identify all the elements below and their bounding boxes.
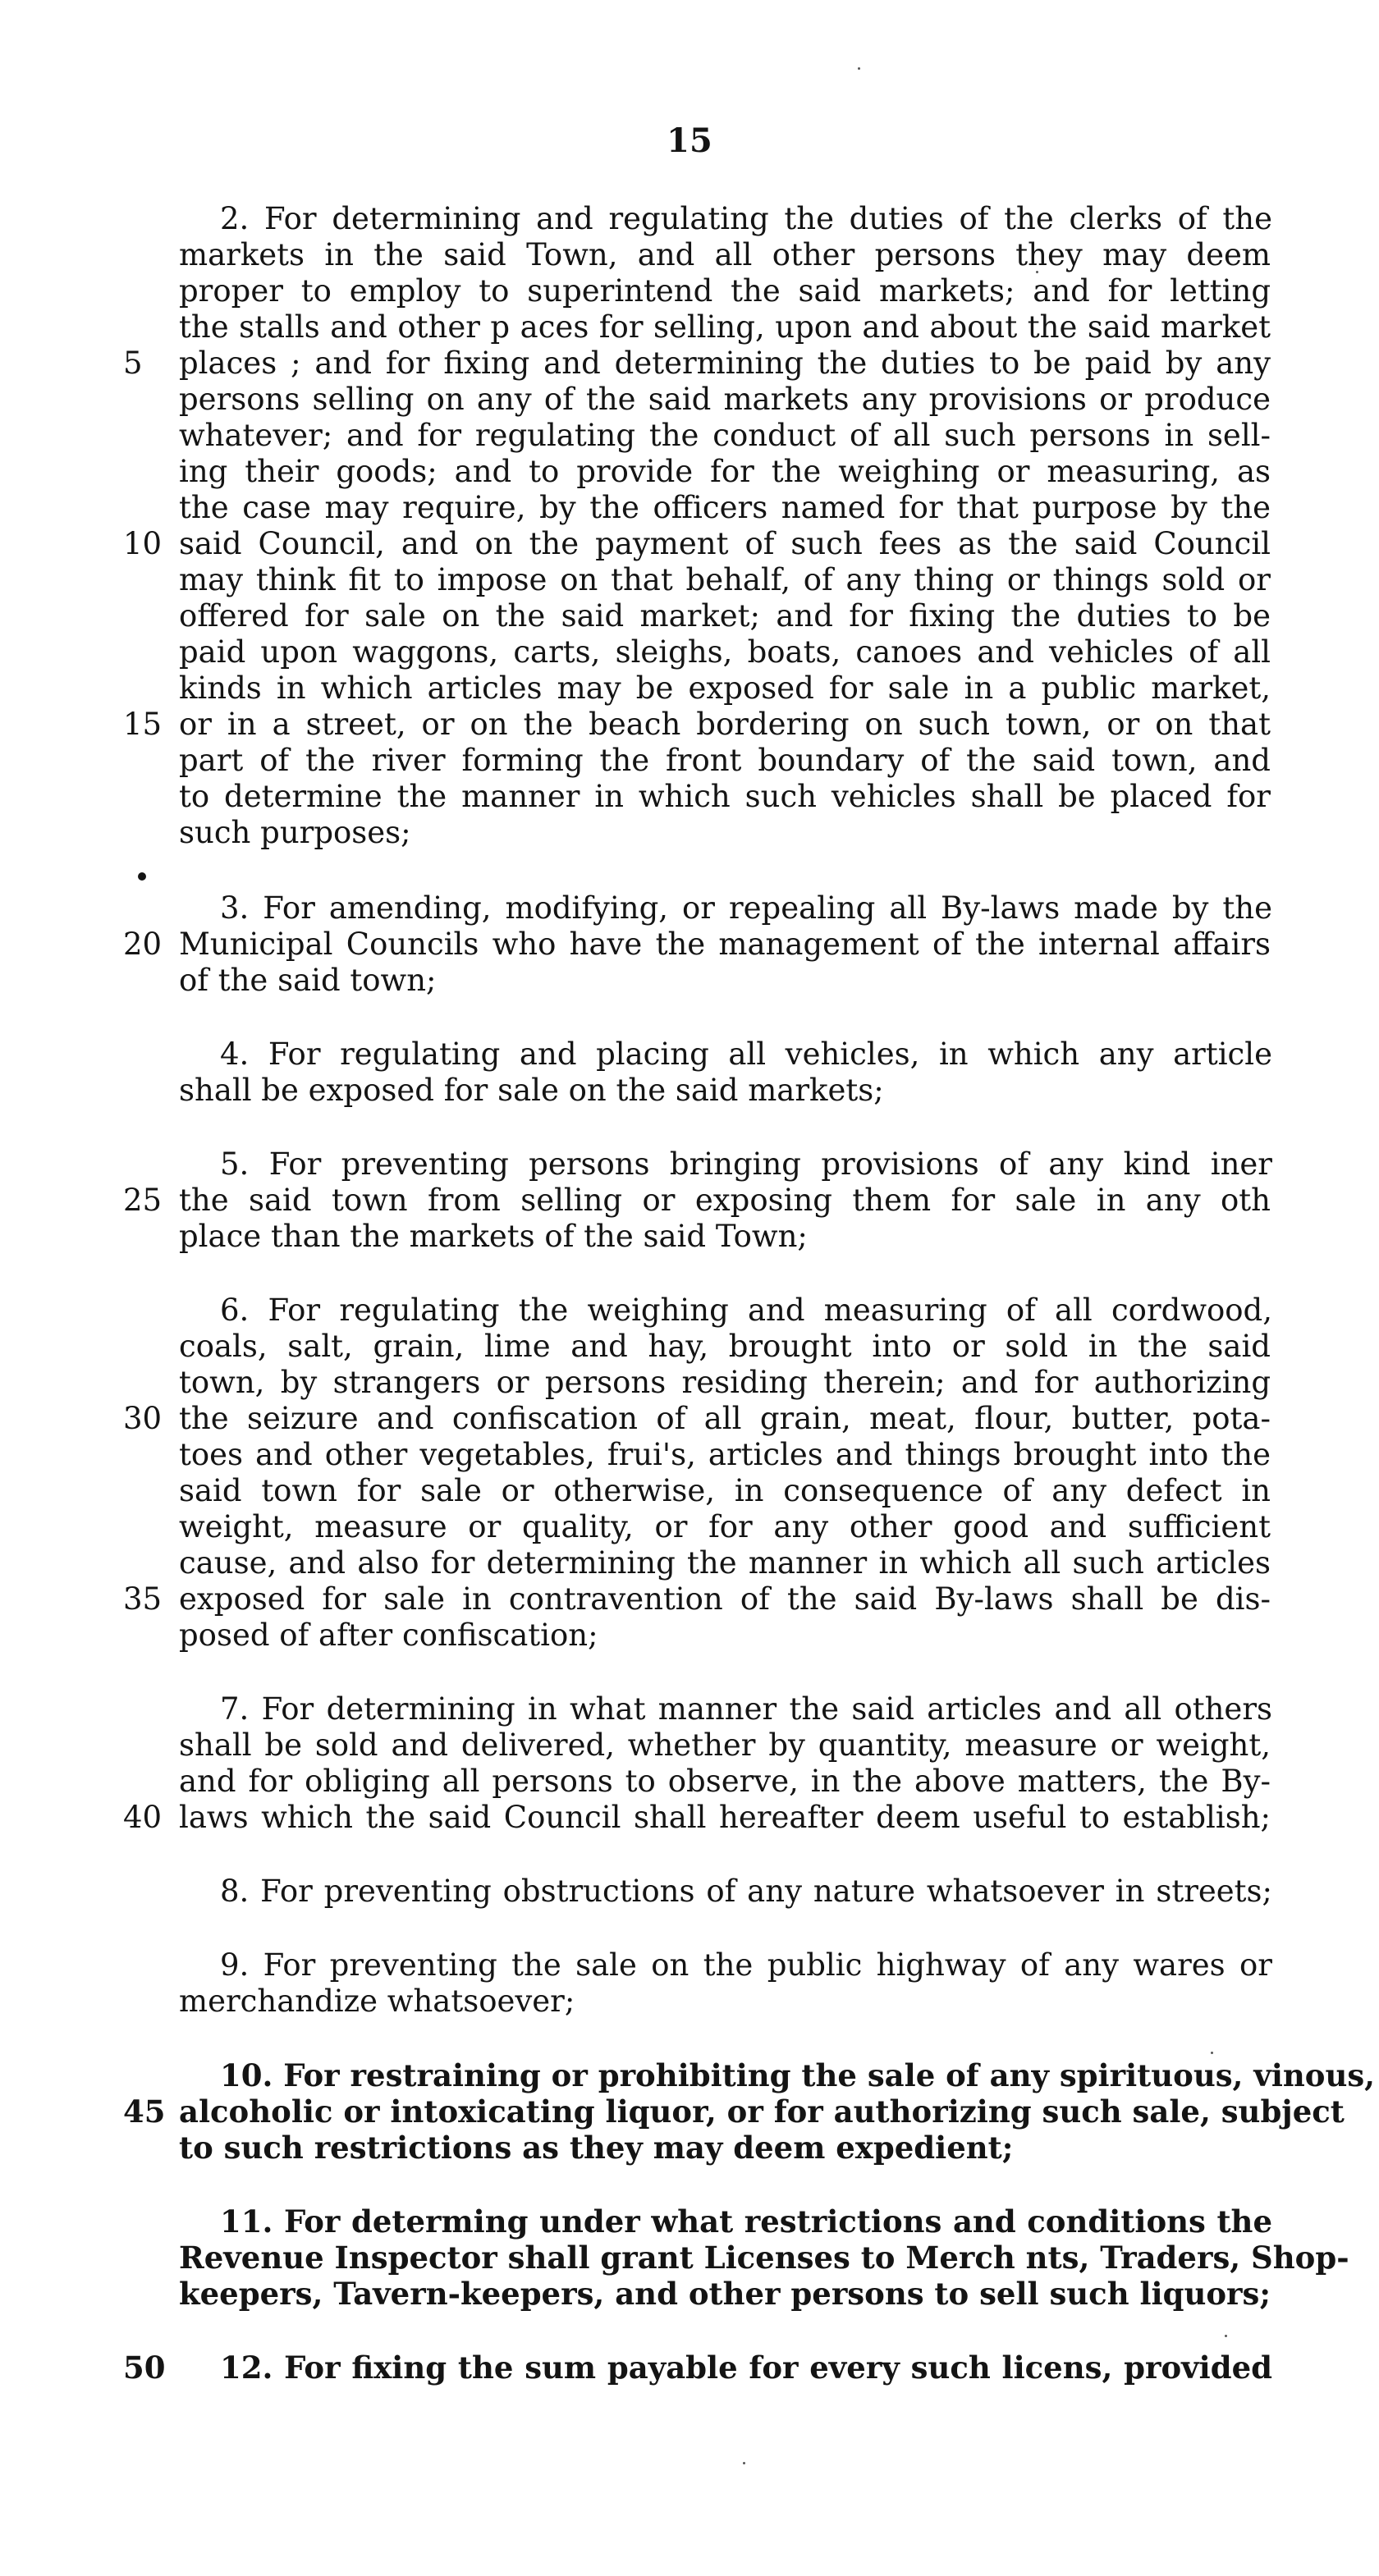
text-line: part of the river forming the front boundary of the said town, and <box>179 743 1271 778</box>
text-line: toes and other vegetables, frui's, articles and things brought into the <box>179 1437 1271 1472</box>
text-line: 5. For preventing persons bringing provisions of any kind iner <box>220 1146 1272 1182</box>
text-line: whatever; and for regulating the conduct of all such persons in sell- <box>179 418 1271 453</box>
line-number: 35 <box>123 1581 163 1617</box>
line-number: 45 <box>123 2093 166 2130</box>
text-line: ing their goods; and to provide for the weighing or measuring, as <box>179 454 1271 489</box>
text-line: of the said town; <box>179 963 437 998</box>
speck <box>743 2462 745 2464</box>
line-number: 30 <box>123 1401 163 1436</box>
text-line: kinds in which articles may be exposed for sale in a public market, <box>179 670 1271 706</box>
text-line: exposed for sale in contravention of the said By-laws shall be dis- <box>179 1581 1271 1617</box>
speck <box>1211 2052 1213 2054</box>
text-line: alcoholic or intoxicating liquor, or for authorizing such sale, subject <box>179 2093 1345 2130</box>
line-number: 50 <box>123 2350 166 2386</box>
text-line: shall be sold and delivered, whether by quantity, measure or weight, <box>179 1727 1271 1763</box>
line-number: 10 <box>123 526 163 561</box>
text-line: 3. For amending, modifying, or repealing all By-laws made by the <box>220 890 1272 926</box>
line-number: 15 <box>123 707 163 742</box>
text-line: laws which the said Council shall hereafter deem useful to establish; <box>179 1800 1271 1835</box>
text-line: to such restrictions as they may deem expedient; <box>179 2130 1014 2166</box>
text-line: persons selling on any of the said markets any provisions or produce <box>179 382 1271 417</box>
text-line: said town for sale or otherwise, in consequence of any defect in <box>179 1473 1271 1508</box>
text-line: shall be exposed for sale on the said markets; <box>179 1073 884 1108</box>
text-line: 9. For preventing the sale on the public highway of any wares or <box>220 1947 1272 1983</box>
line-number: 25 <box>123 1183 163 1218</box>
text-line: place than the markets of the said Town; <box>179 1219 808 1254</box>
text-line: the said town from selling or exposing them for sale in any oth <box>179 1183 1271 1218</box>
text-line: offered for sale on the said market; and for fixing the duties to be <box>179 598 1271 634</box>
text-line: 8. For preventing obstructions of any nature whatsoever in streets; <box>220 1874 1272 1909</box>
text-line: the seizure and confiscation of all grain, meat, flour, butter, pota- <box>179 1401 1271 1436</box>
text-line: the stalls and other p aces for selling, upon and about the said market <box>179 309 1271 345</box>
text-line: 10. For restraining or prohibiting the sale of any spirituous, vinous, <box>220 2057 1376 2093</box>
text-line: paid upon waggons, carts, sleighs, boats, canoes and vehicles of all <box>179 634 1271 670</box>
line-number: 20 <box>123 927 163 962</box>
text-line: weight, measure or quality, or for any other good and sufficient <box>179 1509 1271 1544</box>
text-line: 4. For regulating and placing all vehicles, in which any article <box>220 1036 1272 1072</box>
text-line: places ; and for fixing and determining the duties to be paid by any <box>179 345 1271 381</box>
text-line: 7. For determining in what manner the said articles and all others <box>220 1691 1272 1727</box>
speck <box>1225 2335 1227 2337</box>
text-line: and for obliging all persons to observe, in the above matters, the By- <box>179 1764 1271 1799</box>
speck <box>858 67 860 70</box>
text-line: 12. For fixing the sum payable for every such licens, provided <box>220 2350 1272 2386</box>
text-line: markets in the said Town, and all other persons they may deem <box>179 237 1271 272</box>
text-line: or in a street, or on the beach bordering on such town, or on that <box>179 707 1271 742</box>
text-line: said Council, and on the payment of such fees as the said Council <box>179 526 1271 561</box>
text-line: the case may require, by the officers named for that purpose by the <box>179 490 1271 525</box>
text-line: 2. For determining and regulating the duties of the clerks of the <box>220 201 1272 236</box>
text-line: such purposes; <box>179 815 411 850</box>
text-line: may think fit to impose on that behalf, of any thing or things sold or <box>179 562 1271 597</box>
text-line: 11. For determing under what restrictions and conditions the <box>220 2203 1272 2240</box>
text-line: cause, and also for determining the manner in which all such articles <box>179 1545 1271 1581</box>
text-line: to determine the manner in which such vehicles shall be placed for <box>179 779 1271 814</box>
text-line: keepers, Tavern-keepers, and other persons to sell such liquors; <box>179 2276 1271 2312</box>
text-line: merchandize whatsoever; <box>179 1983 575 2019</box>
text-line: posed of after confiscation; <box>179 1617 598 1653</box>
line-number: 5 <box>123 345 143 381</box>
text-line: Revenue Inspector shall grant Licenses to Merch nts, Traders, Shop- <box>179 2240 1349 2276</box>
line-number: 40 <box>123 1800 163 1835</box>
text-line: proper to employ to superintend the said markets; and for letting <box>179 273 1271 309</box>
text-line: Municipal Councils who have the management of the internal affairs <box>179 927 1271 962</box>
text-line: town, by strangers or persons residing therein; and for authorizing <box>179 1365 1271 1400</box>
stray-mark <box>138 872 146 881</box>
text-line: 6. For regulating the weighing and measuring of all cordwood, <box>220 1293 1272 1328</box>
page-number: 15 <box>667 121 712 160</box>
text-line: coals, salt, grain, lime and hay, brought into or sold in the said <box>179 1329 1271 1364</box>
